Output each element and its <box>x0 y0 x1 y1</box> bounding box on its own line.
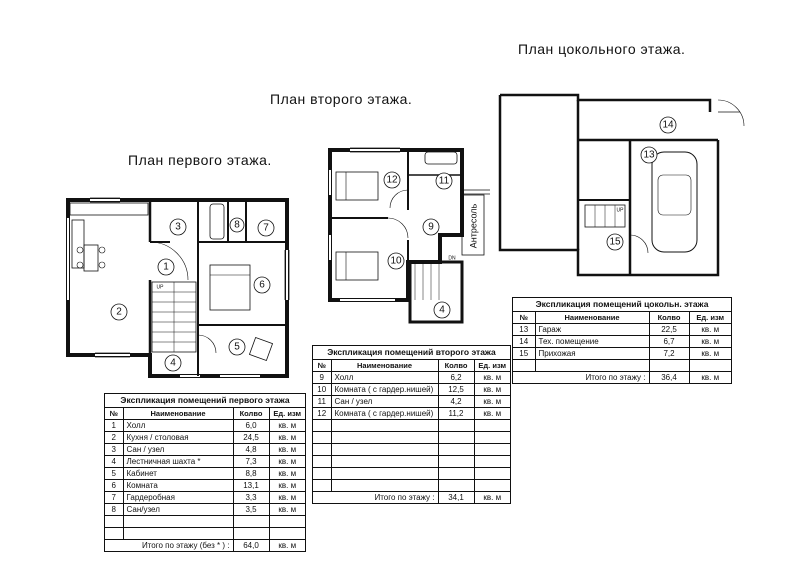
table-total-row <box>313 492 510 504</box>
room-label-10: 10 <box>390 255 402 267</box>
cell-name: Кабинет <box>123 468 233 480</box>
cell-number: 1 <box>105 420 123 432</box>
cell-name: Сан/узел <box>123 504 233 516</box>
cell-name: Комната <box>123 480 233 492</box>
cell-unit: кв. м <box>269 492 305 504</box>
basement-plan <box>500 95 744 275</box>
total-qty: 36,4 <box>649 372 689 384</box>
second-floor-title: План второго этажа. <box>270 91 413 107</box>
cell-unit: кв. м <box>269 444 305 456</box>
table-row-empty <box>313 432 510 444</box>
col-header-number: № <box>105 408 123 420</box>
total-qty: 34,1 <box>438 492 474 504</box>
total-label: Итого по этажу : <box>513 372 649 384</box>
col-header-name: Наименование <box>331 360 438 372</box>
cell-name: Гардеробная <box>123 492 233 504</box>
cell-qty: 7,2 <box>649 348 689 360</box>
cell-qty: 8,8 <box>233 468 269 480</box>
first-floor-room-labels <box>111 218 274 371</box>
room-label-6: 6 <box>259 279 265 291</box>
cell-qty: 12,5 <box>438 384 474 396</box>
basement-room-labels <box>607 117 676 250</box>
col-header-number: № <box>513 312 535 324</box>
table-row <box>105 420 305 432</box>
room-label-9: 9 <box>428 221 434 233</box>
col-header-qty: Колво <box>438 360 474 372</box>
total-label: Итого по этажу (без * ) : <box>105 540 233 552</box>
total-label: Итого по этажу : <box>313 492 438 504</box>
table-row <box>313 396 510 408</box>
cell-unit: кв. м <box>474 408 510 420</box>
cell-name: Холл <box>331 372 438 384</box>
explication-basement <box>512 297 732 384</box>
total-unit: кв. м <box>269 540 305 552</box>
antresol-label: Антресоль <box>468 203 479 249</box>
cell-unit: кв. м <box>269 468 305 480</box>
cell-qty: 24,5 <box>233 432 269 444</box>
first-floor-title: План первого этажа. <box>128 152 272 168</box>
room-label-5: 5 <box>234 341 240 353</box>
room-label-2: 2 <box>116 306 122 318</box>
cell-qty: 22,5 <box>649 324 689 336</box>
cell-qty: 11,2 <box>438 408 474 420</box>
cell-name: Сан / узел <box>123 444 233 456</box>
cell-unit: кв. м <box>689 324 731 336</box>
cell-name: Кухня / столовая <box>123 432 233 444</box>
table-row-empty <box>313 444 510 456</box>
cell-unit: кв. м <box>269 456 305 468</box>
cell-unit: кв. м <box>474 372 510 384</box>
total-unit: кв. м <box>689 372 731 384</box>
cell-number: 5 <box>105 468 123 480</box>
cell-number: 15 <box>513 348 535 360</box>
cell-qty: 4,8 <box>233 444 269 456</box>
table-row <box>105 480 305 492</box>
table-row <box>513 324 731 336</box>
room-label-13: 13 <box>643 149 655 161</box>
cell-qty: 3,3 <box>233 492 269 504</box>
table-row <box>313 384 510 396</box>
total-unit: кв. м <box>474 492 510 504</box>
explication-first-title: Экспликация помещений первого этажа <box>105 394 305 408</box>
table-row <box>105 468 305 480</box>
col-header-name: Наименование <box>123 408 233 420</box>
table-row-empty <box>313 456 510 468</box>
table-row <box>105 492 305 504</box>
room-label-4-stair: 4 <box>439 304 445 316</box>
table-row-empty <box>313 480 510 492</box>
table-row <box>313 372 510 384</box>
table-row <box>105 456 305 468</box>
table-row-empty <box>105 516 305 528</box>
cell-number: 8 <box>105 504 123 516</box>
table-header-row <box>105 408 305 420</box>
cell-qty: 13,1 <box>233 480 269 492</box>
explication-basement-table <box>513 312 731 383</box>
table-row <box>513 336 731 348</box>
cell-number: 9 <box>313 372 331 384</box>
cell-unit: кв. м <box>689 336 731 348</box>
cell-number: 13 <box>513 324 535 336</box>
cell-name: Прихожая <box>535 348 649 360</box>
col-header-number: № <box>313 360 331 372</box>
cell-number: 7 <box>105 492 123 504</box>
cell-unit: кв. м <box>269 480 305 492</box>
room-label-15: 15 <box>609 236 621 248</box>
table-row <box>313 408 510 420</box>
cell-name: Комната ( с гардер.нишей) <box>331 408 438 420</box>
col-header-unit: Ед. изм <box>474 360 510 372</box>
cell-number: 14 <box>513 336 535 348</box>
table-row <box>513 348 731 360</box>
cell-number: 10 <box>313 384 331 396</box>
cell-number: 12 <box>313 408 331 420</box>
explication-basement-title: Экспликация помещений цокольн. этажа <box>513 298 731 312</box>
table-row-empty <box>105 528 305 540</box>
second-floor-plan <box>330 148 490 322</box>
cell-number: 6 <box>105 480 123 492</box>
cell-name: Сан / узел <box>331 396 438 408</box>
table-row <box>105 504 305 516</box>
stair-down-label: DN <box>448 255 456 262</box>
room-label-3: 3 <box>175 221 181 233</box>
room-label-1: 1 <box>163 261 169 273</box>
room-label-8: 8 <box>234 219 240 231</box>
basement-title: План цокольного этажа. <box>518 41 686 57</box>
table-row <box>105 444 305 456</box>
cell-number: 3 <box>105 444 123 456</box>
cell-unit: кв. м <box>474 396 510 408</box>
explication-second-floor <box>312 345 511 504</box>
room-label-14: 14 <box>662 119 674 131</box>
stair-up-label: UP <box>156 284 164 291</box>
cell-number: 4 <box>105 456 123 468</box>
room-label-4: 4 <box>170 357 176 369</box>
cell-number: 2 <box>105 432 123 444</box>
cell-qty: 4,2 <box>438 396 474 408</box>
cell-qty: 6,2 <box>438 372 474 384</box>
explication-first-table <box>105 408 305 551</box>
room-label-7: 7 <box>263 222 269 234</box>
table-total-row <box>105 540 305 552</box>
col-header-unit: Ед. изм <box>689 312 731 324</box>
cell-number: 11 <box>313 396 331 408</box>
total-qty: 64,0 <box>233 540 269 552</box>
table-row <box>105 432 305 444</box>
table-row-empty <box>513 360 731 372</box>
cell-name: Лестничная шахта * <box>123 456 233 468</box>
col-header-unit: Ед. изм <box>269 408 305 420</box>
col-header-qty: Колво <box>649 312 689 324</box>
explication-first-floor <box>104 393 306 552</box>
cell-name: Тех. помещение <box>535 336 649 348</box>
table-row-empty <box>313 420 510 432</box>
col-header-name: Наименование <box>535 312 649 324</box>
cell-qty: 7,3 <box>233 456 269 468</box>
table-total-row <box>513 372 731 384</box>
cell-unit: кв. м <box>269 420 305 432</box>
room-label-12: 12 <box>386 174 398 186</box>
cell-unit: кв. м <box>474 384 510 396</box>
table-row-empty <box>313 468 510 480</box>
basement-stair-up-label: UP <box>616 207 624 214</box>
cell-qty: 3,5 <box>233 504 269 516</box>
cell-name: Комната ( с гардер.нишей) <box>331 384 438 396</box>
explication-second-title: Экспликация помещений второго этажа <box>313 346 510 360</box>
table-header-row <box>313 360 510 372</box>
table-header-row <box>513 312 731 324</box>
cell-name: Гараж <box>535 324 649 336</box>
room-label-11: 11 <box>438 175 450 187</box>
cell-qty: 6,7 <box>649 336 689 348</box>
cell-unit: кв. м <box>269 432 305 444</box>
cell-unit: кв. м <box>269 504 305 516</box>
cell-unit: кв. м <box>689 348 731 360</box>
explication-second-table <box>313 360 510 503</box>
cell-qty: 6,0 <box>233 420 269 432</box>
cell-name: Холл <box>123 420 233 432</box>
col-header-qty: Колво <box>233 408 269 420</box>
